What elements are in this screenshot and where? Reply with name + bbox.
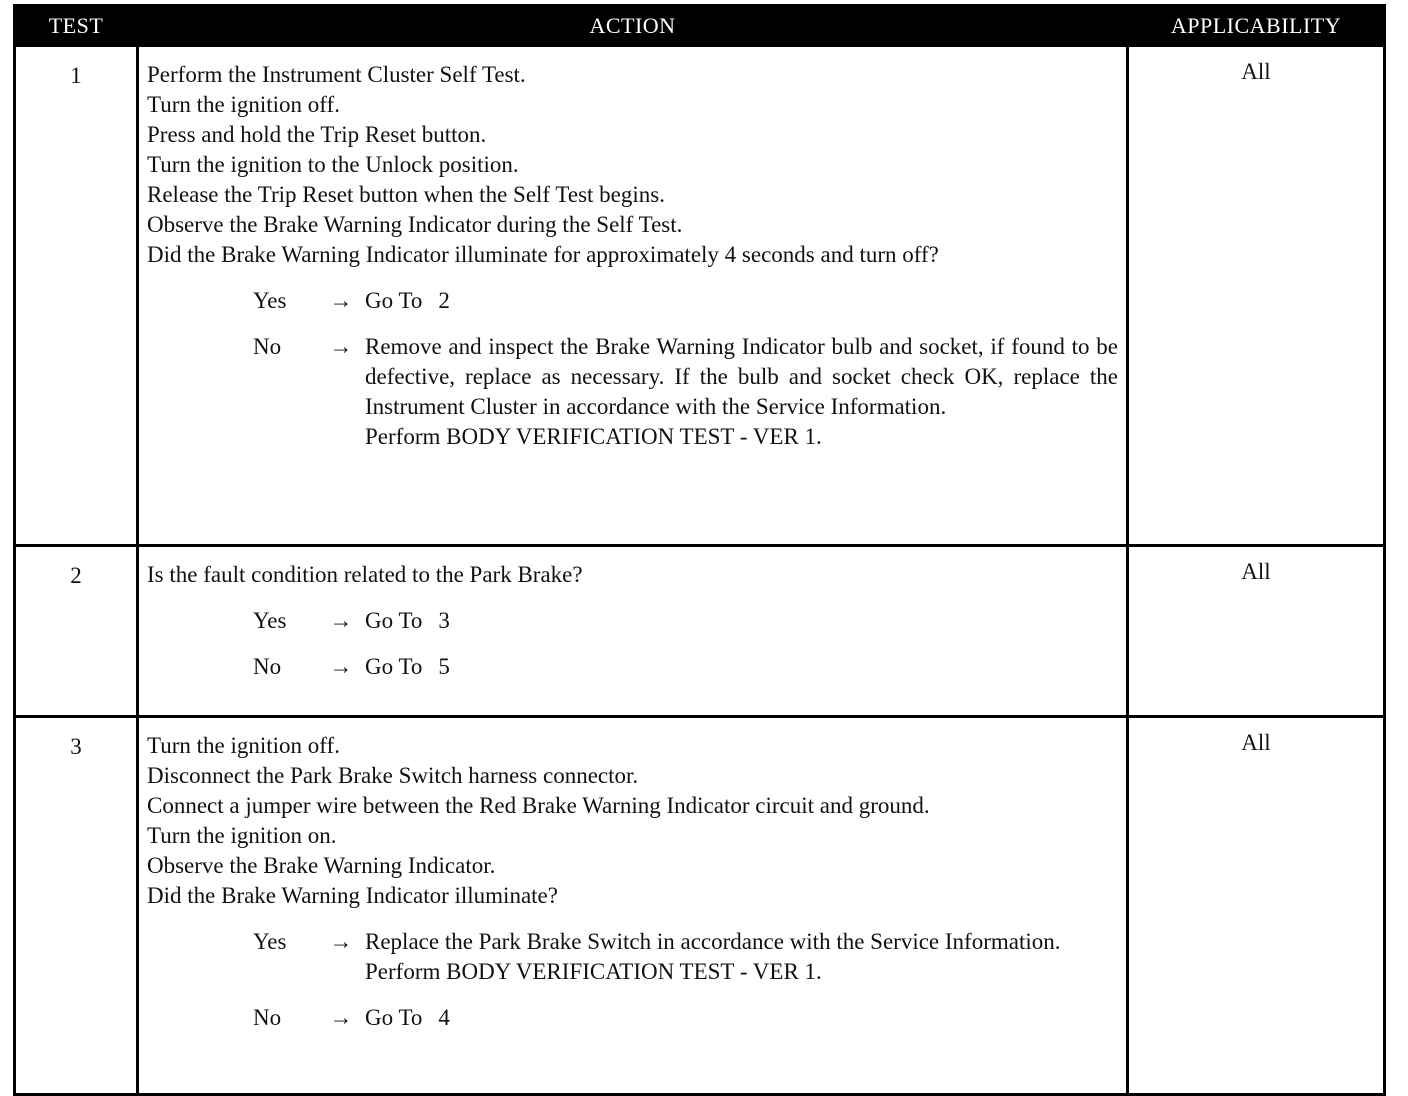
question-text: Did the Brake Warning Indicator illuminate for approximately 4 seconds and turn off? xyxy=(147,242,939,267)
step-text: Turn the ignition off. xyxy=(147,92,340,117)
test-number: 2 xyxy=(15,546,138,717)
yes-result xyxy=(253,927,1118,987)
applicability-value: All xyxy=(1128,717,1385,1095)
test-row-1 xyxy=(15,46,1385,546)
goto-label: Go To xyxy=(365,1005,423,1030)
goto-target: 2 xyxy=(438,288,450,313)
step-text: Press and hold the Trip Reset button. xyxy=(147,122,487,147)
step-text: Observe the Brake Warning Indicator. xyxy=(147,853,496,878)
test-row-3 xyxy=(15,717,1385,1095)
no-result xyxy=(253,652,1118,682)
diagnostic-table xyxy=(13,4,1386,1096)
goto-target: 4 xyxy=(438,1005,450,1030)
yes-label: Yes xyxy=(253,288,287,313)
yes-label: Yes xyxy=(253,608,287,633)
header-action: ACTION xyxy=(138,6,1128,46)
result-text: Remove and inspect the Brake Warning Indicator bulb and socket, if found to be defective, replace as necessary. If the bulb and socket check OK, replace the Instrument Cluster in accordance with the Service Information. xyxy=(365,334,1118,419)
header-test: TEST xyxy=(15,6,138,46)
question-text: Did the Brake Warning Indicator illuminate? xyxy=(147,883,558,908)
step-text: Disconnect the Park Brake Switch harness connector. xyxy=(147,763,639,788)
goto-text xyxy=(365,1003,1118,1033)
goto-label: Go To xyxy=(365,654,423,679)
goto-target: 3 xyxy=(438,608,450,633)
goto-target: 5 xyxy=(438,654,450,679)
no-result-body xyxy=(365,332,1118,452)
arrow-icon: → xyxy=(329,288,353,313)
applicability-value: All xyxy=(1128,546,1385,717)
action-cell xyxy=(138,546,1128,717)
no-result xyxy=(253,332,1118,452)
applicability-value: All xyxy=(1128,46,1385,546)
arrow-icon: → xyxy=(329,608,353,633)
verification-text: Perform BODY VERIFICATION TEST - VER 1. xyxy=(365,959,822,984)
goto-label: Go To xyxy=(365,608,423,633)
goto-text xyxy=(365,652,1118,682)
no-label: No xyxy=(253,1005,282,1030)
action-cell xyxy=(138,717,1128,1095)
no-label: No xyxy=(253,654,282,679)
action-cell xyxy=(138,46,1128,546)
diagnostic-page xyxy=(13,4,1383,1036)
yes-result xyxy=(253,286,1118,316)
header-applicability: APPLICABILITY xyxy=(1128,6,1385,46)
question-text: Is the fault condition related to the Park Brake? xyxy=(147,562,583,587)
yes-result-body xyxy=(365,927,1118,987)
step-text: Perform the Instrument Cluster Self Test. xyxy=(147,62,526,87)
yes-label: Yes xyxy=(253,929,287,954)
step-text: Turn the ignition off. xyxy=(147,733,340,758)
arrow-icon: → xyxy=(329,1005,353,1030)
verification-text: Perform BODY VERIFICATION TEST - VER 1. xyxy=(365,424,822,449)
goto-text xyxy=(365,606,1118,636)
yes-result xyxy=(253,606,1118,636)
goto-text xyxy=(365,286,1118,316)
header-row xyxy=(15,6,1385,46)
test-number: 3 xyxy=(15,717,138,1095)
step-text: Turn the ignition to the Unlock position. xyxy=(147,152,519,177)
arrow-icon: → xyxy=(329,929,353,954)
no-result xyxy=(253,1003,1118,1033)
no-label: No xyxy=(253,334,282,359)
test-row-2 xyxy=(15,546,1385,717)
step-text: Connect a jumper wire between the Red Brake Warning Indicator circuit and ground. xyxy=(147,793,930,818)
step-text: Turn the ignition on. xyxy=(147,823,337,848)
step-text: Observe the Brake Warning Indicator during the Self Test. xyxy=(147,212,683,237)
arrow-icon: → xyxy=(329,334,353,359)
result-text: Replace the Park Brake Switch in accordance with the Service Information. xyxy=(365,929,1061,954)
step-text: Release the Trip Reset button when the Self Test begins. xyxy=(147,182,665,207)
goto-label: Go To xyxy=(365,288,423,313)
arrow-icon: → xyxy=(329,654,353,679)
test-number: 1 xyxy=(15,46,138,546)
